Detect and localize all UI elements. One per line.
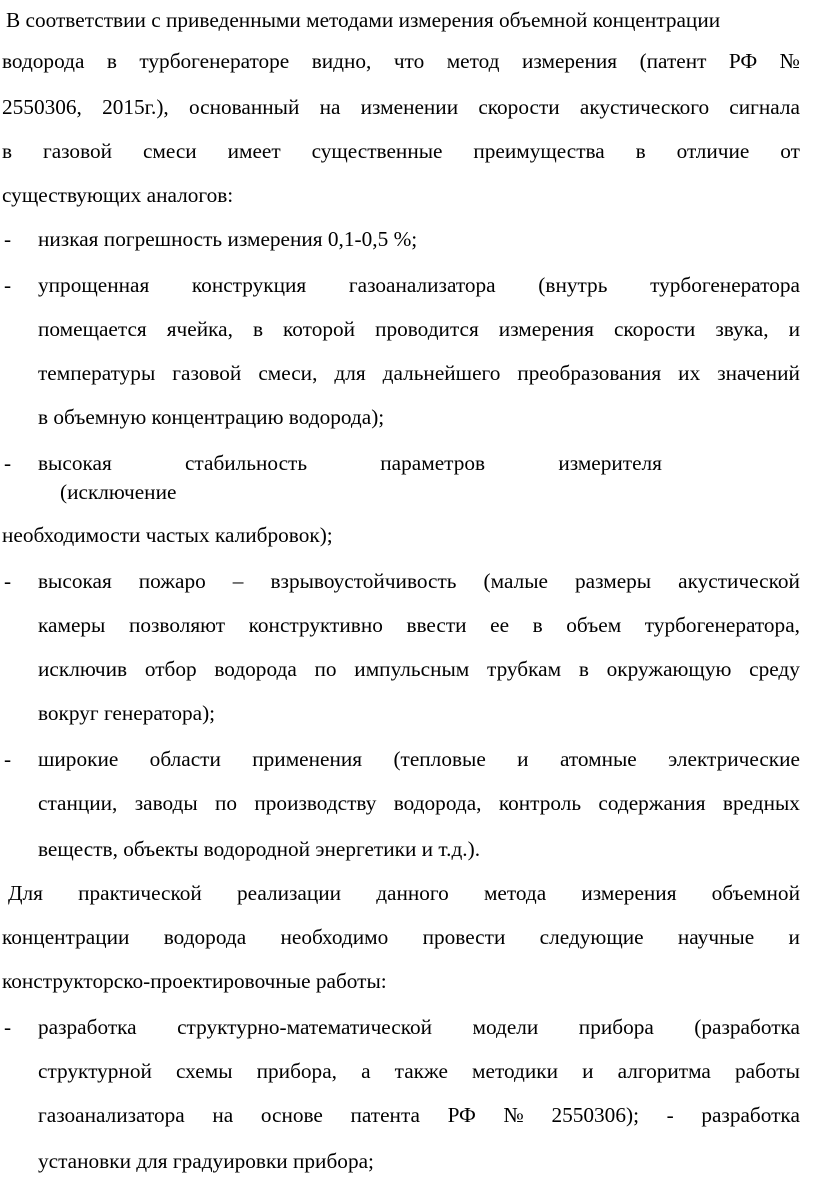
word: в (578, 657, 589, 681)
word: практической (78, 881, 202, 905)
word: заводы (134, 791, 198, 815)
word: основе (260, 1103, 323, 1127)
bullet-3-line-1 (38, 448, 662, 478)
word: высокая (38, 569, 112, 593)
word: газоанализатора (38, 1103, 185, 1127)
paragraph-1-line-4 (2, 136, 800, 166)
word: измерения (581, 881, 677, 905)
paragraph-1-line-5: существующих аналогов: (2, 183, 234, 207)
word: в (106, 49, 117, 73)
word: 2550306, (2, 95, 82, 119)
word: высокая (38, 451, 112, 475)
word: для (334, 361, 366, 385)
word: акустической (678, 569, 800, 593)
word: (тепловые (393, 747, 486, 771)
word: трубкам (487, 657, 562, 681)
word: РФ (728, 49, 758, 73)
word: газоанализатора (348, 273, 496, 297)
bullet-5-line-2 (38, 788, 800, 818)
word: электрические (668, 747, 800, 771)
word: прибора, (256, 1059, 337, 1083)
word: основанный (188, 95, 300, 119)
word: измерителя (558, 451, 662, 475)
bullet-5-marker: - (4, 747, 12, 771)
word: упрощенная (38, 273, 150, 297)
word: на (319, 95, 341, 119)
word: дальнейшего (382, 361, 501, 385)
bullet-5-line-1 (38, 744, 800, 774)
bullet-4-line-3 (38, 654, 800, 684)
word: содержания (598, 791, 706, 815)
word: пожаро (138, 569, 206, 593)
bullet-3-line-2: (исключение (60, 480, 177, 504)
word: вредных (722, 791, 800, 815)
word: и (517, 747, 529, 771)
word: помещается (38, 317, 147, 341)
word: преобразования (517, 361, 662, 385)
word: работы (735, 1059, 800, 1083)
word: ячейка, (166, 317, 233, 341)
word: газовой (172, 361, 242, 385)
paragraph-1-line-2 (2, 46, 800, 76)
word: смеси, (258, 361, 318, 385)
word: отбор (144, 657, 197, 681)
paragraph-1-line-1: В соответствии с приведенными методами измерения объемной концентрации (6, 8, 721, 32)
word: параметров (380, 451, 486, 475)
word: температуры (38, 361, 156, 385)
word: контроль (498, 791, 582, 815)
word: взрывоустойчивость (270, 569, 457, 593)
word: турбогенераторе (139, 49, 290, 73)
word: структурной (38, 1059, 152, 1083)
word: ее (490, 613, 510, 637)
word: окружающую (606, 657, 732, 681)
word: конструктивно (248, 613, 383, 637)
word: (внутрь (538, 273, 608, 297)
bullet-5-line-3: веществ, объекты водородной энергетики и т.д.). (38, 837, 481, 861)
word: скорости (613, 317, 696, 341)
word: данного (376, 881, 449, 905)
word: которой (283, 317, 356, 341)
word: камеры (38, 613, 106, 637)
word: (малые (483, 569, 548, 593)
word: от (780, 139, 800, 163)
word: водорода (2, 49, 85, 73)
word: разработка (38, 1015, 137, 1039)
word: станции, (38, 791, 118, 815)
bullet-2-line-1 (38, 270, 800, 300)
bullet-2-marker: - (4, 273, 12, 297)
word: размеры (575, 569, 652, 593)
bullet-3-line-3: необходимости частых калибровок); (2, 523, 333, 547)
word: научные (677, 925, 755, 949)
word: прибора (578, 1015, 654, 1039)
word: применения (252, 747, 363, 771)
word: по (215, 791, 238, 815)
word: № (503, 1103, 524, 1127)
word: провести (422, 925, 506, 949)
bullet-6-line-1 (38, 1012, 800, 1042)
word: в (532, 613, 543, 637)
word: (патент (639, 49, 707, 73)
word: водорода (214, 657, 297, 681)
word: патента (350, 1103, 420, 1127)
word: преимущества (473, 139, 605, 163)
word: РФ (447, 1103, 476, 1127)
word: схемы (175, 1059, 233, 1083)
word: позволяют (128, 613, 226, 637)
word: 2550306); (551, 1103, 639, 1127)
word: ввести (406, 613, 467, 637)
word: и (582, 1059, 594, 1083)
bullet-3-marker: - (4, 451, 12, 475)
word: конструкция (191, 273, 307, 297)
word: проводится (375, 317, 479, 341)
bullet-2-line-3 (38, 358, 800, 388)
word: объем (566, 613, 622, 637)
word: среду (749, 657, 800, 681)
word: смеси (142, 139, 197, 163)
word: импульсным (354, 657, 470, 681)
bullet-6-line-4: установки для градуировки прибора; (38, 1149, 374, 1173)
word: объемной (711, 881, 800, 905)
bullet-2-line-2 (38, 314, 800, 344)
word: турбогенератора (650, 273, 800, 297)
word: измерения (498, 317, 594, 341)
word: необходимо (280, 925, 389, 949)
word: их (678, 361, 701, 385)
word: отличие (676, 139, 750, 163)
word: акустического (579, 95, 710, 119)
word: широкие (38, 747, 119, 771)
word: (разработка (694, 1015, 800, 1039)
word: в (252, 317, 263, 341)
word: концентрации (2, 925, 130, 949)
word: модели (472, 1015, 539, 1039)
word: по (314, 657, 337, 681)
bullet-4-line-2 (38, 610, 800, 640)
word: видно, (311, 49, 372, 73)
word: метод (446, 49, 500, 73)
word: и (788, 925, 800, 949)
word: существенные (311, 139, 443, 163)
word: значений (717, 361, 800, 385)
word: структурно-математической (177, 1015, 433, 1039)
word: 2015г.), (102, 95, 169, 119)
word: методики (472, 1059, 558, 1083)
word: сигнала (729, 95, 800, 119)
word: области (149, 747, 221, 771)
word: а (361, 1059, 371, 1083)
word: в (635, 139, 646, 163)
word: следующие (539, 925, 644, 949)
word: измерения (521, 49, 618, 73)
word: турбогенератора, (644, 613, 800, 637)
word: изменении (360, 95, 459, 119)
word: реализации (236, 881, 342, 905)
paragraph-2-line-2 (2, 922, 800, 952)
paragraph-1-line-3 (2, 92, 800, 122)
bullet-6-line-2 (38, 1056, 800, 1086)
bullet-4-line-4: вокруг генератора); (38, 701, 216, 725)
word: также (394, 1059, 448, 1083)
word: звука, (715, 317, 769, 341)
bullet-4-marker: - (4, 569, 12, 593)
bullet-1-marker: - (4, 227, 12, 251)
word: водорода (163, 925, 247, 949)
word: производству (254, 791, 377, 815)
word: скорости (478, 95, 560, 119)
word: – (232, 569, 244, 593)
word: и (788, 317, 800, 341)
word: - (666, 1103, 674, 1127)
word: № (779, 49, 800, 73)
bullet-6-line-3 (38, 1100, 800, 1130)
word: на (212, 1103, 234, 1127)
word: имеет (227, 139, 281, 163)
word: метода (483, 881, 547, 905)
bullet-1-line-1: низкая погрешность измерения 0,1-0,5 %; (38, 227, 418, 251)
word: в (2, 139, 13, 163)
paragraph-2-line-3: конструкторско-проектировочные работы: (2, 969, 387, 993)
word: Для (8, 881, 43, 905)
word: что (393, 49, 425, 73)
word: алгоритма (617, 1059, 711, 1083)
word: водорода, (393, 791, 482, 815)
word: газовой (42, 139, 113, 163)
bullet-2-line-4: в объемную концентрацию водорода); (38, 405, 385, 429)
word: стабильность (184, 451, 308, 475)
word: исключив (38, 657, 128, 681)
bullet-6-marker: - (4, 1015, 12, 1039)
paragraph-2-line-1 (8, 878, 800, 908)
bullet-4-line-1 (38, 566, 800, 596)
word: атомные (559, 747, 637, 771)
word: разработка (701, 1103, 800, 1127)
